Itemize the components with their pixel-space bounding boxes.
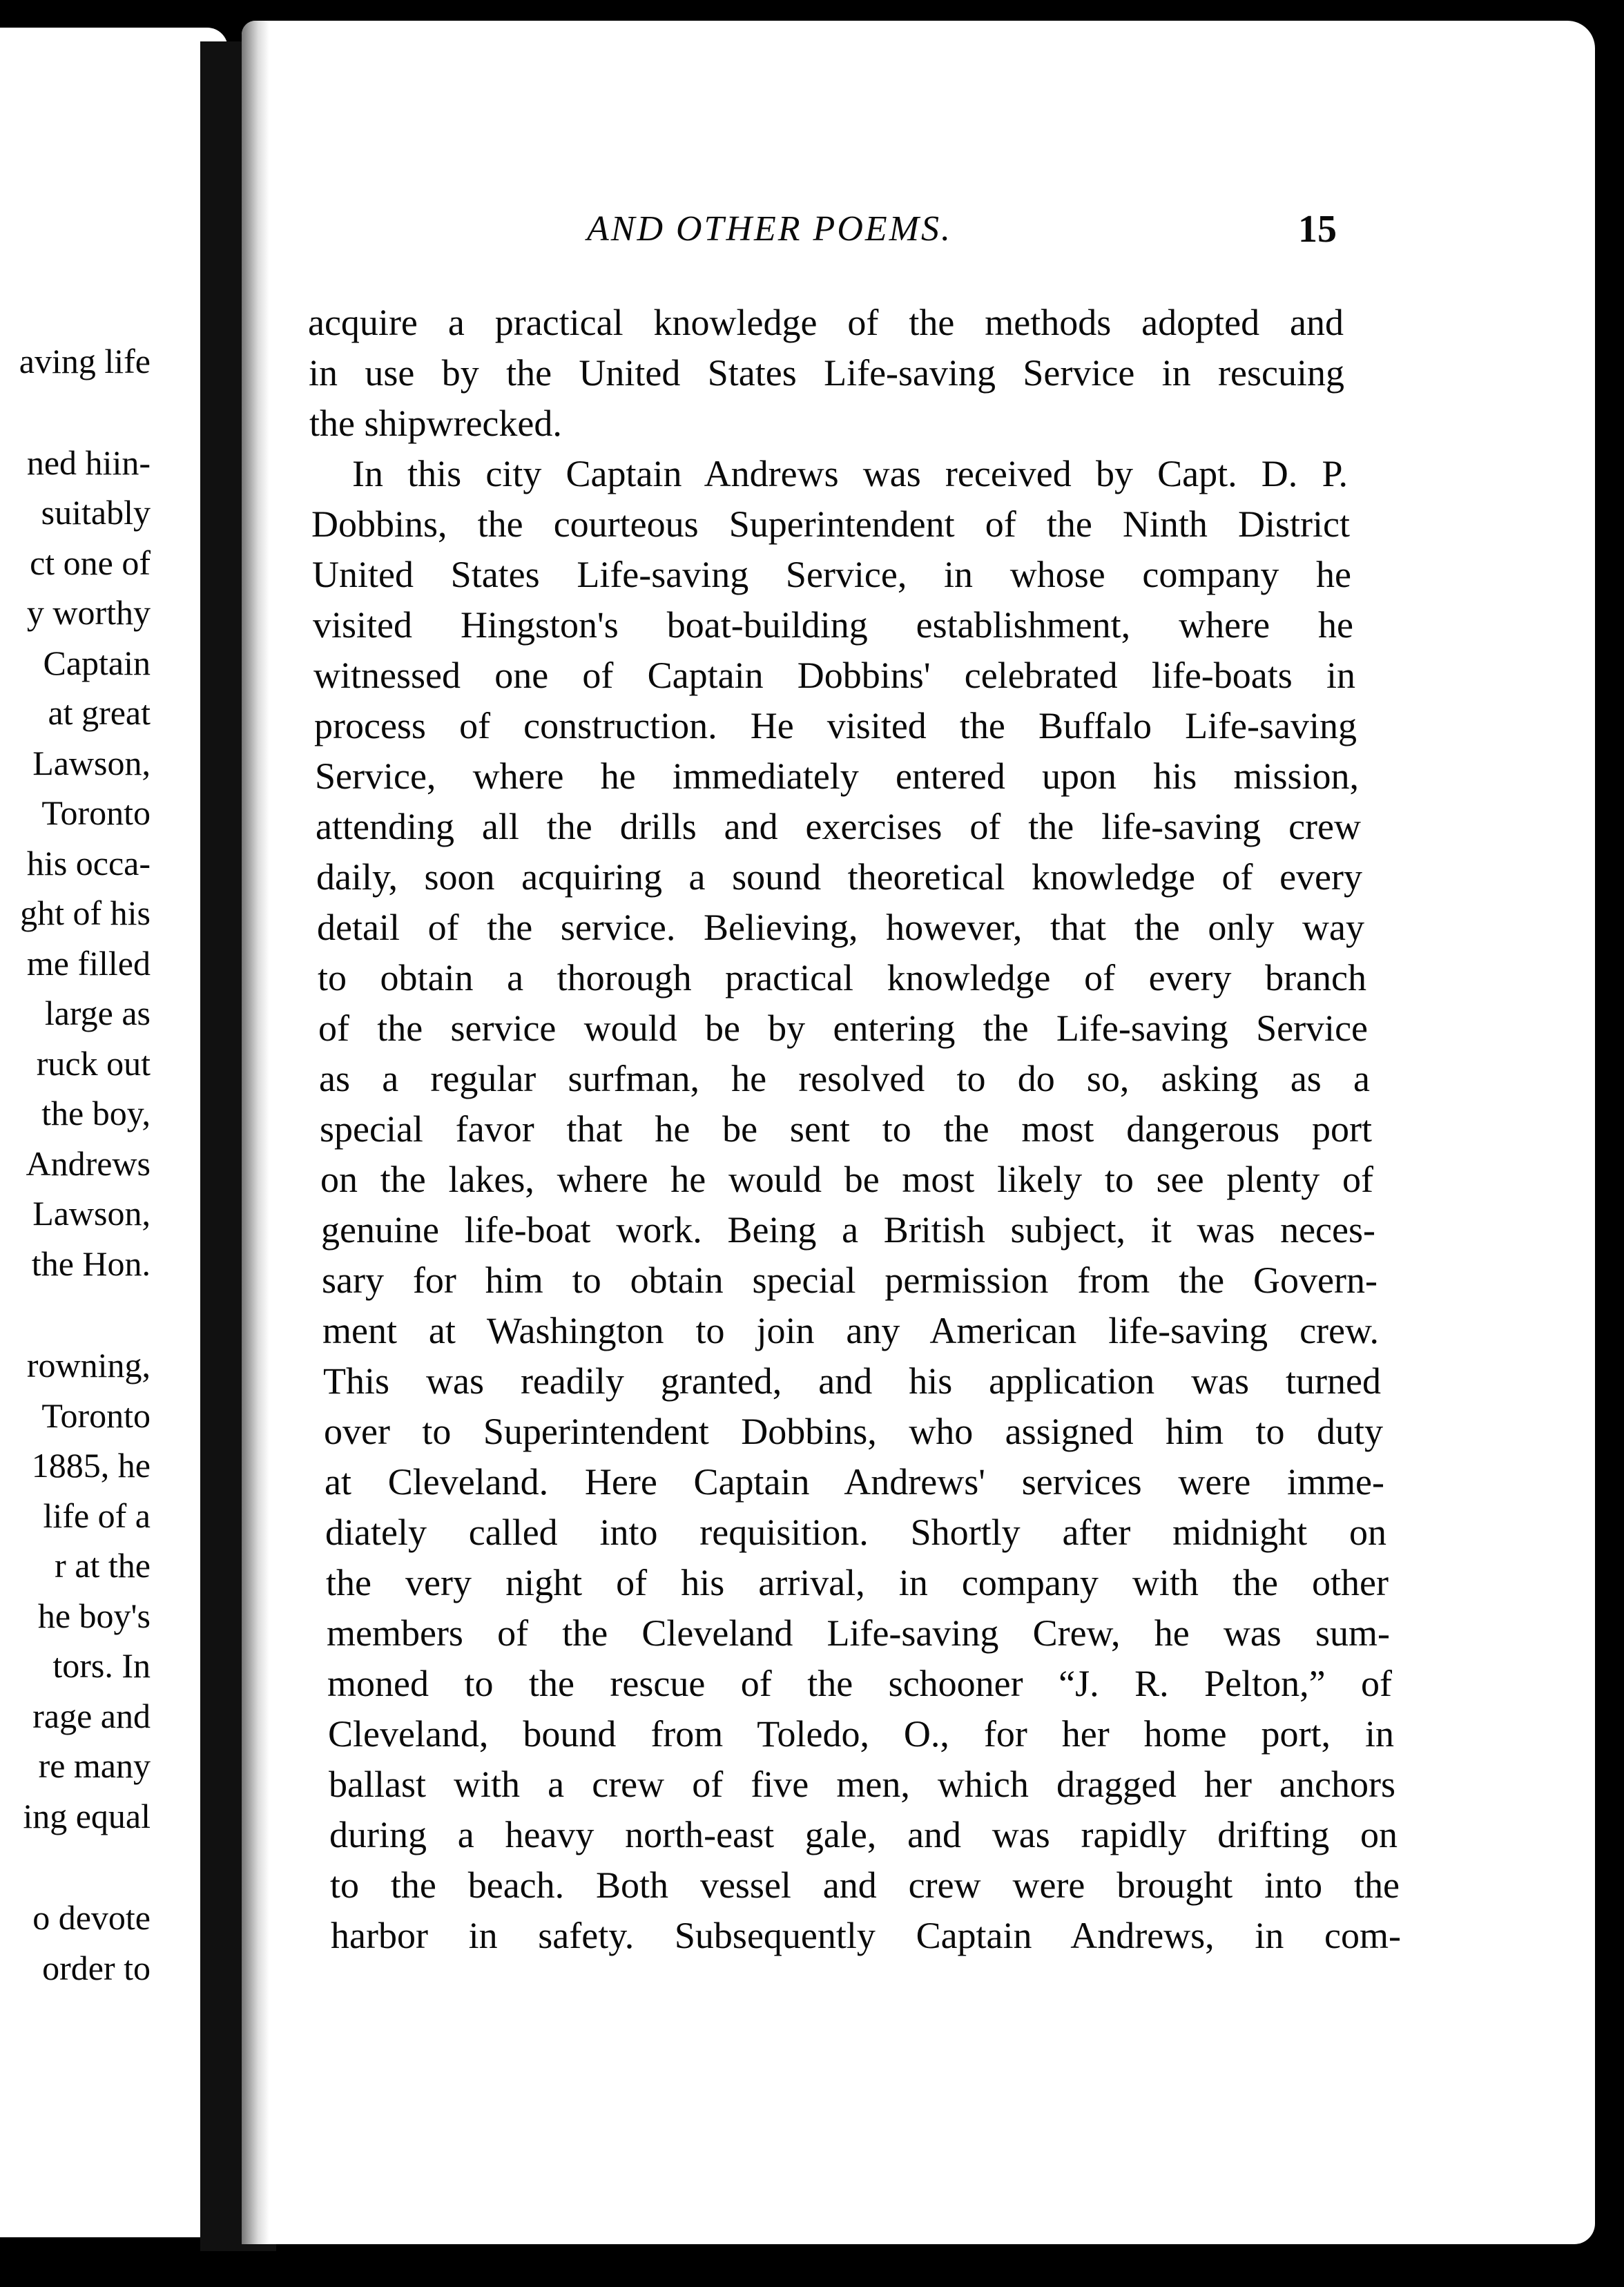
body-line: genuine life-boat work. Being a British subject, it was neces- [321, 1209, 1375, 1251]
left-page-line: rowning, [26, 1346, 151, 1384]
left-page-line: me filled [26, 944, 151, 983]
left-page-line: his occa- [26, 844, 151, 882]
left-page-line: y worthy [26, 593, 151, 632]
left-page-line: Andrews [26, 1144, 151, 1183]
body-line: over to Superintendent Dobbins, who assigned him to duty [324, 1411, 1383, 1452]
body-line: of the service would be by entering the Life-saving Service [318, 1007, 1368, 1049]
body-line: ballast with a crew of five men, which dragged her anchors [329, 1764, 1395, 1805]
left-page [0, 28, 228, 2237]
body-line: daily, soon acquiring a sound theoretical knowledge of every [316, 856, 1362, 898]
left-page-line: ned hiin- [26, 443, 151, 482]
page-number: 15 [1298, 208, 1337, 251]
running-head: AND OTHER POEMS. [587, 209, 952, 249]
left-page-line: he boy's [37, 1596, 151, 1635]
body-line: In this city Captain Andrews was received by Capt. D. P. [352, 453, 1348, 494]
body-line: witnessed one of Captain Dobbins' celebrated life-boats in [313, 655, 1355, 696]
body-line: United States Life-saving Service, in whose company he [312, 554, 1351, 595]
body-line: as a regular surfman, he resolved to do so, asking as a [319, 1058, 1370, 1099]
body-line: Cleveland, bound from Toledo, O., for her home port, in [328, 1713, 1394, 1755]
body-line: diately called into requisition. Shortly after midnight on [325, 1512, 1386, 1553]
body-line: at Cleveland. Here Captain Andrews' services were imme- [325, 1461, 1384, 1503]
left-page-line: rage and [32, 1697, 151, 1735]
body-line: to the beach. Both vessel and crew were brought into the [330, 1864, 1400, 1906]
body-line: sary for him to obtain special permission from the Govern- [322, 1260, 1378, 1301]
body-line: to obtain a thorough practical knowledge of every branch [318, 957, 1366, 998]
left-page-line: tors. In [52, 1646, 151, 1685]
left-page-line: aving life [19, 342, 151, 380]
left-page-line: r at the [55, 1546, 151, 1585]
body-line: moned to the rescue of the schooner “J. R. Pelton,” of [327, 1663, 1392, 1704]
right-page [242, 21, 1595, 2244]
body-line: the very night of his arrival, in company with the other [326, 1562, 1389, 1603]
left-page-line: suitably [41, 493, 151, 532]
body-line: Service, where he immediately entered upon his mission, [315, 755, 1359, 797]
body-line: acquire a practical knowledge of the methods adopted and [308, 302, 1344, 343]
left-page-line: 1885, he [31, 1446, 151, 1485]
left-page-line: at great [48, 693, 151, 732]
body-line: Dobbins, the courteous Superintendent of the Ninth District [311, 503, 1350, 545]
left-page-line: ct one of [30, 543, 151, 582]
body-line: harbor in safety. Subsequently Captain Andrews, in com- [331, 1915, 1401, 1956]
left-page-line: the boy, [41, 1094, 151, 1132]
body-line: visited Hingston's boat-building establishment, where he [313, 604, 1353, 646]
left-page-line: ing equal [23, 1797, 151, 1835]
left-page-line: o devote [32, 1898, 151, 1937]
body-line: in use by the United States Life-saving Service in rescuing [309, 352, 1344, 394]
body-line: on the lakes, where he would be most likely to see plenty of [320, 1159, 1373, 1200]
left-page-line: Toronto [41, 793, 151, 832]
left-page-line: Captain [43, 644, 151, 682]
body-line: attending all the drills and exercises of the life-saving crew [316, 806, 1361, 847]
body-line: during a heavy north-east gale, and was rapidly drifting on [329, 1814, 1398, 1855]
left-page-line: Lawson, [32, 744, 151, 782]
left-page-line: ruck out [36, 1044, 151, 1083]
body-line: members of the Cleveland Life-saving Crew, he was sum- [327, 1612, 1390, 1654]
left-page-line: re many [38, 1746, 151, 1785]
body-line: special favor that he be sent to the most dangerous port [320, 1108, 1372, 1150]
left-page-line: large as [44, 994, 151, 1032]
left-page-line: the Hon. [31, 1244, 151, 1283]
body-line: ment at Washington to join any American life-saving crew. [322, 1310, 1379, 1351]
body-line: the shipwrecked. [309, 403, 562, 444]
body-line: detail of the service. Believing, however, that the only way [317, 907, 1364, 948]
body-line: This was readily granted, and his application was turned [323, 1360, 1381, 1402]
left-page-line: Toronto [41, 1396, 151, 1435]
left-page-line: life of a [43, 1496, 151, 1535]
left-page-line: ght of his [20, 894, 151, 932]
left-page-line: order to [42, 1949, 151, 1987]
body-line: process of construction. He visited the Buffalo Life-saving [314, 705, 1357, 746]
left-page-line: Lawson, [32, 1194, 151, 1233]
